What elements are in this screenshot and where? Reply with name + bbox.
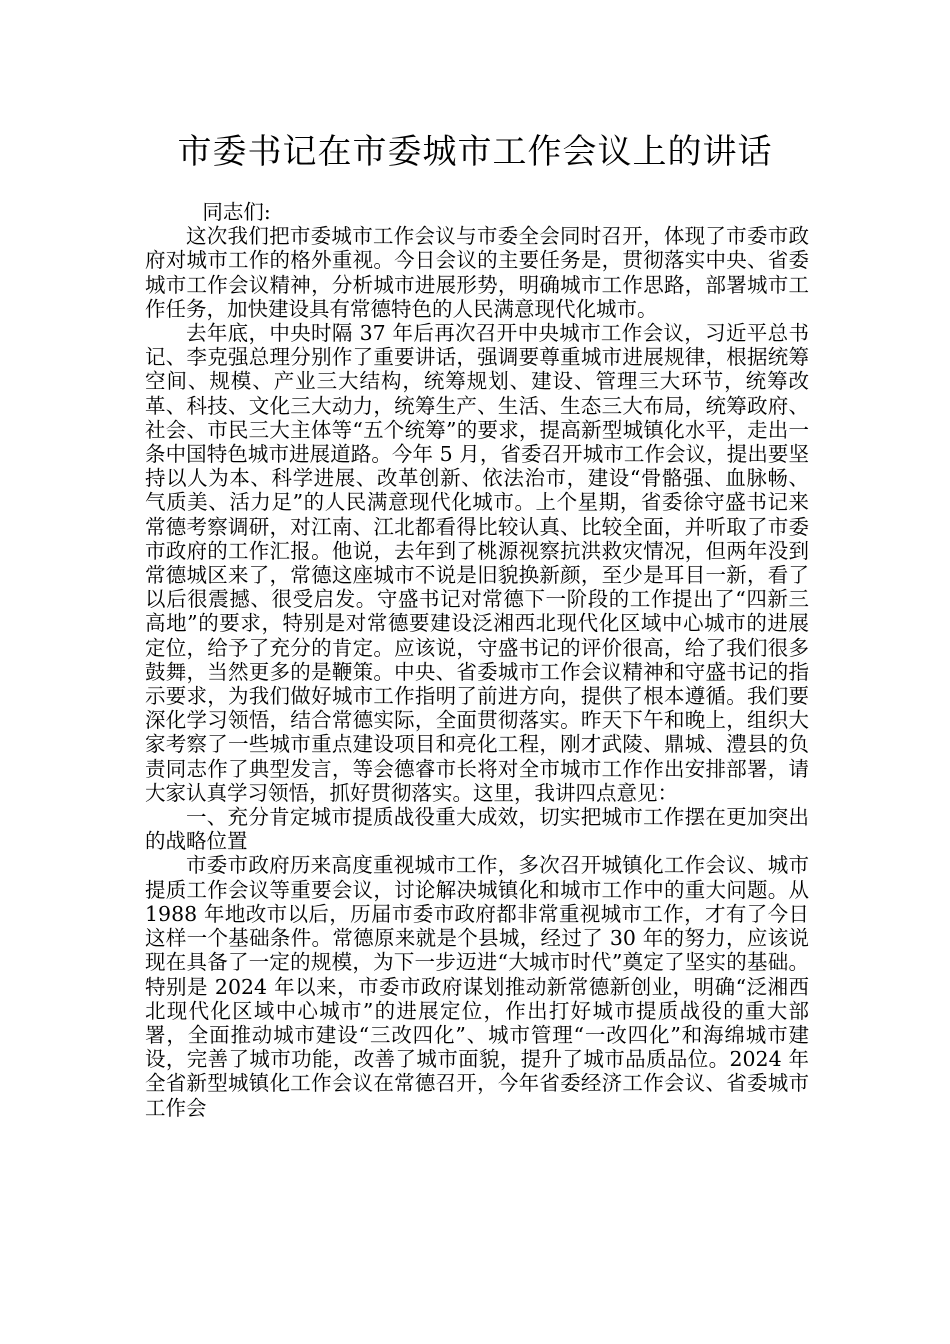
greeting: 同志们: <box>202 200 271 224</box>
document-body <box>145 200 809 1120</box>
section-heading-1: 一、充分肯定城市提质战役重大成效，切实把城市工作摆在更加突出的战略位置 <box>145 805 809 854</box>
paragraph-2: 去年底，中央时隔 37 年后再次召开中央城市工作会议，习近平总书记、李克强总理分别作了重要讲话，强调要尊重城市进展规律，根据统筹空间、规模、产业三大结构，统筹规划、建设、管理三大环节，统筹改革、科技、文化三大动力，统筹生产、生活、生态三大布局，统筹政府、社会、市民三大主体等“五个统筹”的要求，提高新型城镇化水平，走出一条中国特色城市进展道路。今年 5 月，省委召开城市工作会议，提出要坚持以人为本、科学进展、改革创新、依法治市，建设“骨骼强、血脉畅、气质美、活力足”的人民满意现代化城市。上个星期，省委徐守盛书记来常德考察调研，对江南、江北都看得比较认真、比较全面，并听取了市委市政府的工作汇报。他说，去年到了桃源视察抗洪救灾情况，但两年没到常德城区来了，常德这座城市不说是旧貌换新颜，至少是耳目一新，看了以后很震撼、很受启发。守盛书记对常德下一阶段的工作提出了“四新三高地”的要求，特别是对常德要建设泛湘西北现代化区域中心城市的进展定位，给予了充分的肯定。应该说，守盛书记的评价很高，给了我们很多鼓舞，当然更多的是鞭策。中央、省委城市工作会议精神和守盛书记的指示要求，为我们做好城市工作指明了前进方向，提供了根本遵循。我们要深化学习领悟，结合常德实际，全面贯彻落实。昨天下午和晚上，组织大家考察了一些城市重点建设项目和亮化工程，刚才武陵、鼎城、澧县的负责同志作了典型发言，等会德睿市长将对全市城市工作作出安排部署，请大家认真学习领悟，抓好贯彻落实。这里，我讲四点意见： <box>145 321 809 805</box>
paragraph-3: 市委市政府历来高度重视城市工作，多次召开城镇化工作会议、城市提质工作会议等重要会议，讨论解决城镇化和城市工作中的重大问题。从 1988 年地改市以后，历届市委市政府都非常重视城市工作，才有了今日这样一个基础条件。常德原来就是个县城，经过了 30 年的努力，应该说现在具备了一定的规模，为下一步迈进“大城市时代”奠定了坚实的基础。特别是 2024 年以来，市委市政府谋划推动新常德新创业，明确“泛湘西北现代化区域中心城市”的进展定位，作出打好城市提质战役的重大部署，全面推动城市建设“三改四化”、城市管理“一改四化”和海绵城市建设，完善了城市功能，改善了城市面貌，提升了城市品质品位。2024 年全省新型城镇化工作会议在常德召开，今年省委经济工作会议、省委城市工作会 <box>145 853 809 1120</box>
paragraph-1: 这次我们把市委城市工作会议与市委全会同时召开，体现了市委市政府对城市工作的格外重视。今日会议的主要任务是，贯彻落实中央、省委城市工作会议精神，分析城市进展形势，明确城市工作思路，部署城市工作任务，加快建设具有常德特色的人民满意现代化城市。 <box>145 224 809 321</box>
document-title: 市委书记在市委城市工作会议上的讲话 <box>177 132 773 172</box>
